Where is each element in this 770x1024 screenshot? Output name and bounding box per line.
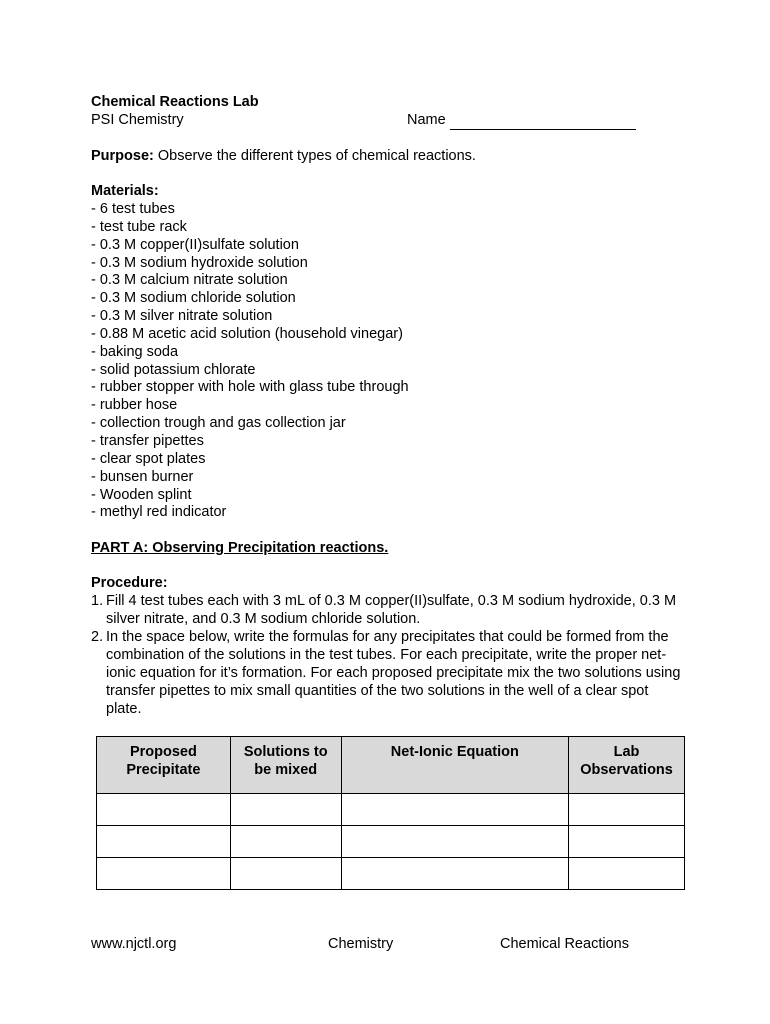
material-item: - 0.3 M silver nitrate solution [91, 308, 273, 325]
purpose-label: Purpose: [91, 148, 154, 164]
header-line: Precipitate [126, 762, 201, 778]
footer-topic: Chemical Reactions [500, 936, 629, 952]
table-cell[interactable] [230, 826, 341, 858]
header-line: Proposed [129, 744, 197, 760]
purpose-statement [91, 148, 701, 166]
header-line: Net-Ionic Equation [390, 744, 519, 760]
material-item: - rubber stopper with hole with glass tube through [91, 379, 409, 396]
procedure-step [91, 629, 701, 719]
material-item: - bunsen burner [91, 468, 194, 485]
procedure-heading: Procedure: [91, 575, 168, 592]
table-row [97, 794, 685, 826]
footer-subject: Chemistry [328, 936, 394, 952]
material-item: - methyl red indicator [91, 504, 227, 521]
table-cell[interactable] [97, 858, 231, 890]
table-cell[interactable] [97, 826, 231, 858]
document-page [91, 94, 701, 719]
material-item: - 6 test tubes [91, 201, 175, 217]
material-item: - clear spot plates [91, 450, 206, 467]
header-solutions-to-be-mixed [230, 737, 341, 794]
page-footer [91, 936, 701, 954]
table-header-row [97, 737, 685, 794]
materials-list [91, 201, 701, 522]
table-cell[interactable] [341, 826, 568, 858]
table-cell[interactable] [569, 858, 685, 890]
header-line: be mixed [254, 762, 318, 778]
course-name: PSI Chemistry [91, 112, 184, 128]
procedure-step [91, 593, 701, 629]
step-number: 2. [91, 629, 104, 645]
material-item: - transfer pipettes [91, 432, 204, 449]
table-row [97, 826, 685, 858]
table-cell[interactable] [230, 794, 341, 826]
header-line: Solutions to [243, 744, 328, 760]
material-item: - 0.3 M sodium chloride solution [91, 290, 296, 307]
part-a-heading: PART A: Observing Precipitation reactions. [91, 540, 389, 557]
step-text: In the space below, write the formulas for any precipitates that could be formed from the combination of the solutions in the test tubes. For each precipitate, write the proper net-ionic equation for it’s formation. For each proposed precipitate mix the two solutions using transfer pipettes to mix small quantities of the two solutions in the well of a clear spot plate. [106, 629, 681, 717]
name-label: Name [407, 112, 446, 128]
header-line: Lab [613, 744, 640, 760]
header-line: Observations [580, 762, 673, 778]
material-item: - 0.88 M acetic acid solution (household vinegar) [91, 325, 403, 342]
table-cell[interactable] [569, 794, 685, 826]
step-number: 1. [91, 593, 104, 610]
name-blank-line[interactable] [450, 115, 636, 130]
material-item: - Wooden splint [91, 486, 192, 503]
document-title: Chemical Reactions Lab [91, 94, 259, 110]
table-cell[interactable] [97, 794, 231, 826]
material-item: - baking soda [91, 343, 179, 360]
material-item: - test tube rack [91, 218, 187, 235]
table-cell[interactable] [341, 794, 568, 826]
material-item: - collection trough and gas collection jar [91, 415, 346, 432]
header-lab-observations [569, 737, 685, 794]
purpose-text: Observe the different types of chemical reactions. [157, 148, 476, 164]
header-proposed-precipitate [97, 737, 231, 794]
step-text: Fill 4 test tubes each with 3 mL of 0.3 M copper(II)sulfate, 0.3 M sodium hydroxide, 0.3 M silver nitrate, and 0.3 M sodium chloride solution. [106, 593, 677, 628]
material-item: - rubber hose [91, 397, 178, 414]
material-item: - 0.3 M copper(II)sulfate solution [91, 236, 299, 253]
materials-heading: Materials: [91, 183, 159, 199]
footer-website: www.njctl.org [91, 936, 177, 952]
header-net-ionic-equation [341, 737, 568, 794]
material-item: - solid potassium chlorate [91, 361, 256, 378]
table-row [97, 858, 685, 890]
material-item: - 0.3 M calcium nitrate solution [91, 272, 288, 289]
course-row [91, 112, 701, 130]
material-item: - 0.3 M sodium hydroxide solution [91, 254, 308, 271]
name-field [407, 112, 636, 130]
table-cell[interactable] [569, 826, 685, 858]
precipitate-table [96, 736, 685, 890]
table-cell[interactable] [230, 858, 341, 890]
table-cell[interactable] [341, 858, 568, 890]
procedure-list [91, 593, 701, 718]
